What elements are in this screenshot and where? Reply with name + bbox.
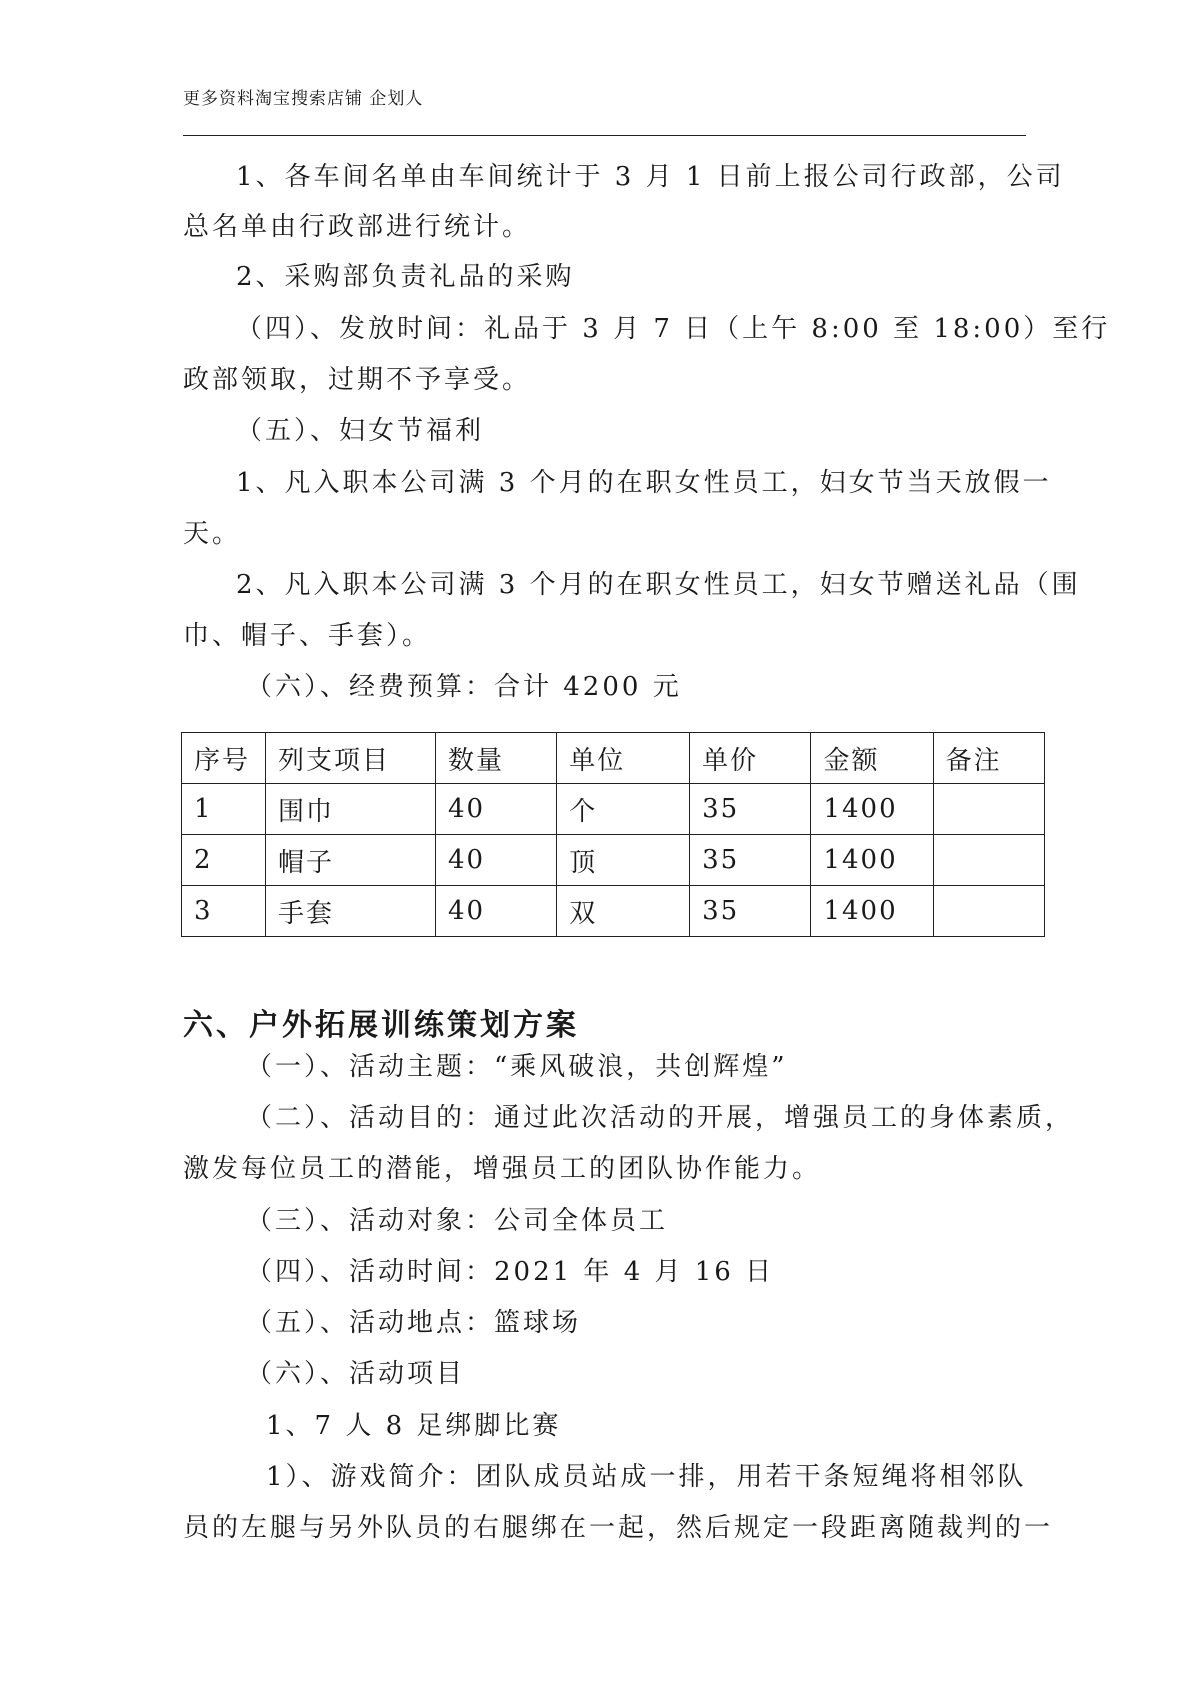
table-row xyxy=(182,886,1045,937)
table-cell: 40 xyxy=(435,784,556,835)
paragraph: （二）、活动目的：通过此次活动的开展，增强员工的身体素质， xyxy=(246,1103,1075,1133)
paragraph: 员的左腿与另外队员的右腿绑在一起，然后规定一段距离随裁判的一 xyxy=(183,1513,1054,1543)
table-cell xyxy=(933,886,1044,937)
paragraph: 政部领取，过期不予享受。 xyxy=(183,365,532,395)
table-row xyxy=(182,784,1045,835)
paragraph: （四）、活动时间：2021 年 4 月 16 日 xyxy=(246,1257,775,1287)
page-header: 更多资料淘宝搜索店铺 企划人 xyxy=(183,89,424,109)
paragraph: （六）、活动项目 xyxy=(246,1359,466,1389)
header-cell: 列支项目 xyxy=(265,733,435,784)
table-cell: 35 xyxy=(690,886,811,937)
paragraph: 激发每位员工的潜能，增强员工的团队协作能力。 xyxy=(183,1154,822,1184)
header-cell: 数量 xyxy=(435,733,556,784)
paragraph: 1、7 人 8 足绑脚比赛 xyxy=(266,1411,562,1441)
table-row xyxy=(182,835,1045,886)
paragraph: 1、凡入职本公司满 3 个月的在职女性员工，妇女节当天放假一 xyxy=(236,468,1052,498)
paragraph: （四）、发放时间：礼品于 3 月 7 日（上午 8:00 至 18:00）至行 xyxy=(236,314,1111,344)
paragraph: 1、各车间名单由车间统计于 3 月 1 日前上报公司行政部，公司 xyxy=(236,162,1065,192)
header-cell: 备注 xyxy=(933,733,1044,784)
table-cell xyxy=(933,784,1044,835)
table-cell: 个 xyxy=(557,784,690,835)
table-cell: 35 xyxy=(690,835,811,886)
header-cell: 序号 xyxy=(182,733,266,784)
table-cell: 35 xyxy=(690,784,811,835)
section-heading: 六、户外拓展训练策划方案 xyxy=(183,1008,579,1043)
table-cell: 帽子 xyxy=(265,835,435,886)
budget-table xyxy=(181,732,1045,937)
paragraph: （五）、活动地点：篮球场 xyxy=(246,1308,582,1338)
paragraph: 1）、游戏简介：团队成员站成一排，用若干条短绳将相邻队 xyxy=(266,1462,1027,1492)
table-cell: 围巾 xyxy=(265,784,435,835)
table-cell xyxy=(933,835,1044,886)
table-cell: 2 xyxy=(182,835,266,886)
table-cell: 40 xyxy=(435,886,556,937)
paragraph: 天。 xyxy=(183,519,242,549)
header-divider xyxy=(183,135,1026,136)
table-cell: 40 xyxy=(435,835,556,886)
table-cell: 1 xyxy=(182,784,266,835)
table-header-row xyxy=(182,733,1045,784)
header-cell: 单价 xyxy=(690,733,811,784)
paragraph: 总名单由行政部进行统计。 xyxy=(183,212,532,242)
paragraph: 巾、帽子、手套）。 xyxy=(183,621,432,651)
table-cell: 1400 xyxy=(811,784,933,835)
header-cell: 金额 xyxy=(811,733,933,784)
table-cell: 顶 xyxy=(557,835,690,886)
table-cell: 1400 xyxy=(811,835,933,886)
table-cell: 双 xyxy=(557,886,690,937)
paragraph: （一）、活动主题：“乘风破浪，共创辉煌” xyxy=(246,1052,788,1082)
table-cell: 3 xyxy=(182,886,266,937)
paragraph: 2、采购部负责礼品的采购 xyxy=(236,262,575,292)
paragraph: （三）、活动对象：公司全体员工 xyxy=(246,1206,669,1236)
header-cell: 单位 xyxy=(557,733,690,784)
paragraph: （五）、妇女节福利 xyxy=(236,416,485,446)
table-cell: 1400 xyxy=(811,886,933,937)
paragraph: 2、凡入职本公司满 3 个月的在职女性员工，妇女节赠送礼品（围 xyxy=(236,570,1081,600)
paragraph: （六）、经费预算：合计 4200 元 xyxy=(246,672,682,702)
table-cell: 手套 xyxy=(265,886,435,937)
